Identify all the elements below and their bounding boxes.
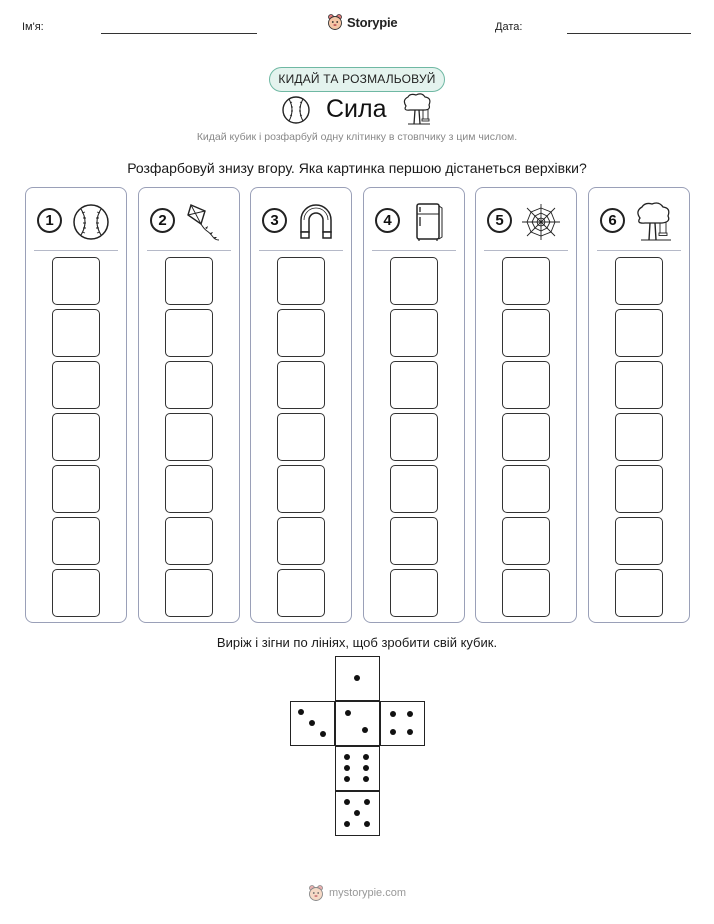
die-face-3 [290, 701, 335, 746]
color-cell[interactable] [277, 413, 325, 461]
die-face-4 [380, 701, 425, 746]
color-cell[interactable] [390, 465, 438, 513]
color-cell[interactable] [52, 413, 100, 461]
refrigerator-icon [408, 202, 450, 242]
color-cell[interactable] [165, 517, 213, 565]
color-cell[interactable] [52, 361, 100, 409]
color-cell[interactable] [390, 361, 438, 409]
color-cell[interactable] [52, 465, 100, 513]
magnet-icon [295, 202, 337, 242]
color-cell[interactable] [52, 517, 100, 565]
name-line[interactable] [101, 33, 257, 34]
color-cell[interactable] [277, 257, 325, 305]
column-header [139, 202, 239, 242]
color-cell[interactable] [502, 309, 550, 357]
baseball-icon [70, 202, 112, 242]
column-number: 2 [150, 208, 175, 233]
column-header [251, 202, 351, 242]
column-4 [363, 187, 465, 623]
subtitle: Кидай кубик і розфарбуй одну клітинку в стовпчику з цим числом. [196, 131, 518, 143]
footer-url[interactable]: mystorypie.com [329, 887, 407, 899]
kite-icon [183, 202, 225, 242]
column-header [589, 202, 689, 242]
date-label: Дата: [495, 21, 523, 33]
footer [308, 884, 406, 902]
color-cell[interactable] [615, 257, 663, 305]
column-header [26, 202, 126, 242]
color-cell[interactable] [165, 465, 213, 513]
color-cell[interactable] [502, 361, 550, 409]
storypie-mascot-icon [308, 884, 324, 902]
color-cell[interactable] [615, 361, 663, 409]
color-cell[interactable] [52, 257, 100, 305]
tree-swing-icon [633, 202, 675, 242]
name-label: Ім'я: [22, 21, 44, 33]
color-cell[interactable] [502, 517, 550, 565]
column-number: 1 [37, 208, 62, 233]
cut-instruction: Виріж і зігни по лініях, щоб зробити свій кубик. [216, 635, 498, 650]
color-cell[interactable] [277, 465, 325, 513]
color-cell[interactable] [165, 361, 213, 409]
die-face-1 [335, 656, 380, 701]
brand-name: Storypie [347, 14, 398, 30]
brand-logo [327, 13, 397, 31]
column-2 [138, 187, 240, 623]
column-header [364, 202, 464, 242]
instruction: Розфарбовуй знизу вгору. Яка картинка першою дістанеться верхівки? [127, 160, 587, 176]
column-5 [475, 187, 577, 623]
color-cell[interactable] [615, 465, 663, 513]
color-cell[interactable] [615, 517, 663, 565]
column-number: 6 [600, 208, 625, 233]
spider-web-icon [520, 202, 562, 242]
color-cell[interactable] [390, 517, 438, 565]
color-cell[interactable] [615, 413, 663, 461]
activity-badge: КИДАЙ ТА РОЗМАЛЬОВУЙ [269, 67, 445, 92]
color-cell[interactable] [502, 257, 550, 305]
baseball-icon [281, 95, 311, 125]
color-cell[interactable] [615, 569, 663, 617]
die-face-2 [335, 701, 380, 746]
die-face-5 [335, 791, 380, 836]
color-cell[interactable] [165, 569, 213, 617]
die-face-6 [335, 746, 380, 791]
color-cell[interactable] [165, 257, 213, 305]
color-cell[interactable] [615, 309, 663, 357]
color-cell[interactable] [502, 413, 550, 461]
color-cell[interactable] [277, 309, 325, 357]
color-cell[interactable] [165, 413, 213, 461]
column-header [476, 202, 576, 242]
color-cell[interactable] [502, 465, 550, 513]
color-cell[interactable] [390, 569, 438, 617]
color-cell[interactable] [52, 309, 100, 357]
column-6 [588, 187, 690, 623]
tree-swing-icon [400, 92, 434, 126]
column-1 [25, 187, 127, 623]
color-cell[interactable] [502, 569, 550, 617]
color-cell[interactable] [277, 517, 325, 565]
color-cell[interactable] [390, 257, 438, 305]
storypie-mascot-icon [327, 13, 343, 31]
title-row [0, 92, 714, 126]
color-cell[interactable] [390, 413, 438, 461]
column-number: 3 [262, 208, 287, 233]
color-cell[interactable] [165, 309, 213, 357]
color-cell[interactable] [390, 309, 438, 357]
date-line[interactable] [567, 33, 691, 34]
column-number: 5 [487, 208, 512, 233]
color-cell[interactable] [277, 569, 325, 617]
column-3 [250, 187, 352, 623]
color-cell[interactable] [52, 569, 100, 617]
page-title: Сила [326, 95, 387, 123]
color-cell[interactable] [277, 361, 325, 409]
column-number: 4 [375, 208, 400, 233]
